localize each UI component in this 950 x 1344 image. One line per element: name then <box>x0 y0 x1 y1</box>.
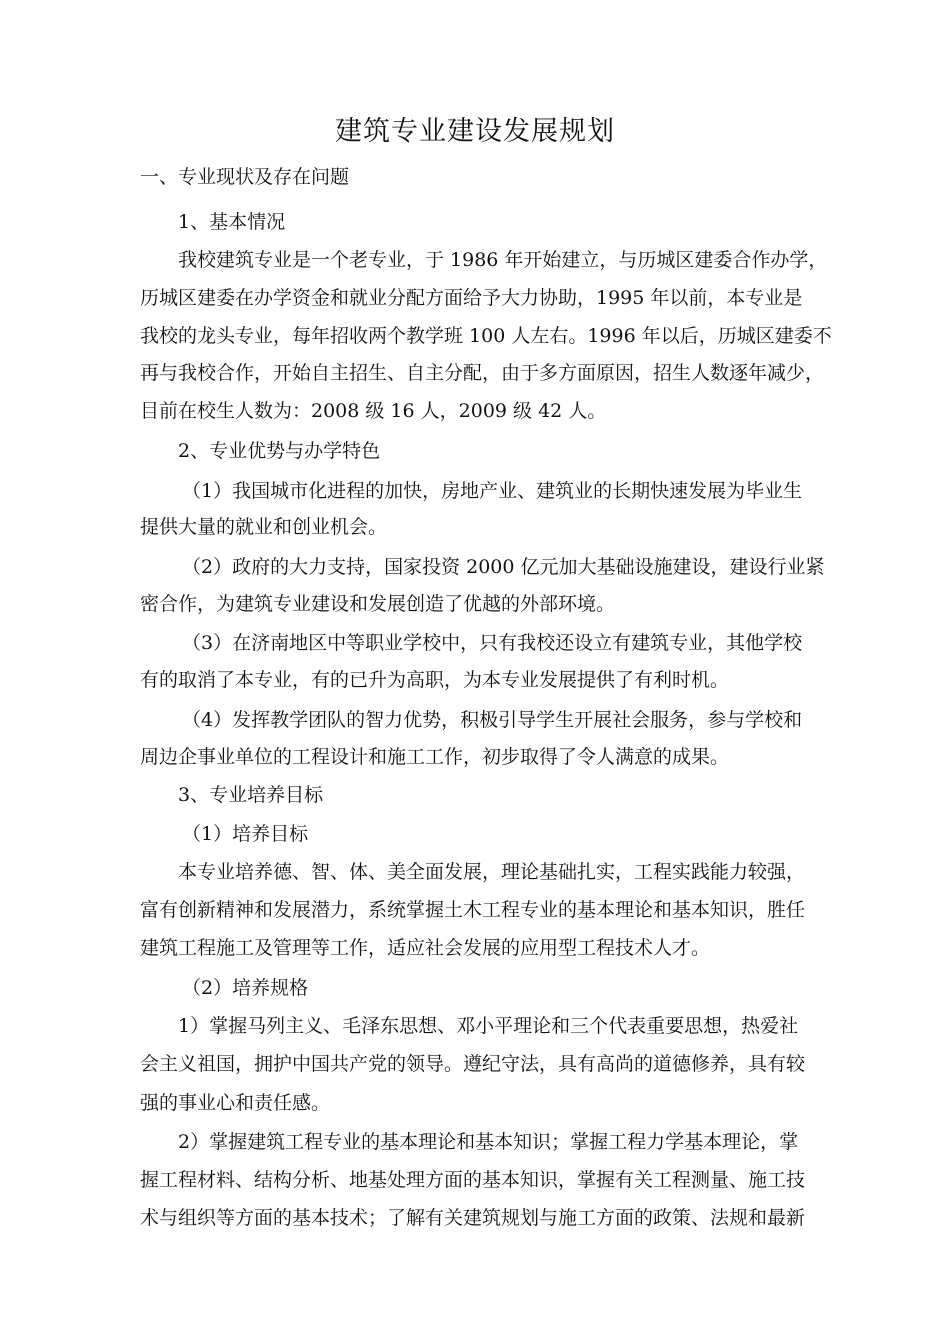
paragraph-line: 我校建筑专业是一个老专业，于 1986 年开始建立，与历城区建委合作办学， <box>178 249 828 271</box>
paragraph-line: 建筑工程施工及管理等工作，适应社会发展的应用型工程技术人才。 <box>140 937 711 959</box>
advantage-item-line: 周边企事业单位的工程设计和施工工作，初步取得了令人满意的成果。 <box>140 746 730 768</box>
subsection-heading-goals: 3、专业培养目标 <box>178 784 324 806</box>
spec-item-line: 会主义祖国，拥护中国共产党的领导。遵纪守法，具有高尚的道德修养，具有较 <box>140 1053 806 1075</box>
spec-item-line: 术与组织等方面的基本技术；了解有关建筑规划与施工方面的政策、法规和最新 <box>140 1207 806 1229</box>
spec-item-line: 2）掌握建筑工程专业的基本理论和基本知识；掌握工程力学基本理论，掌 <box>178 1131 799 1153</box>
page-title: 建筑专业建设发展规划 <box>335 116 615 147</box>
advantage-item-line: （4）发挥教学团队的智力优势，积极引导学生开展社会服务，参与学校和 <box>182 709 803 731</box>
paragraph-line: 历城区建委在办学资金和就业分配方面给予大力协助，1995 年以前，本专业是 <box>140 287 803 309</box>
advantage-item-line: （3）在济南地区中等职业学校中，只有我校还设立有建筑专业，其他学校 <box>182 632 803 654</box>
subsection-heading-basic: 1、基本情况 <box>178 211 286 233</box>
advantage-item-line: 密合作，为建筑专业建设和发展创造了优越的外部环境。 <box>140 593 616 615</box>
section-heading-1: 一、专业现状及存在问题 <box>140 166 350 188</box>
spec-item-line: 强的事业心和责任感。 <box>140 1092 331 1114</box>
paragraph-line: 我校的龙头专业，每年招收两个教学班 100 人左右。1996 年以后，历城区建委不 <box>140 325 832 347</box>
advantage-item-line: （1）我国城市化进程的加快，房地产业、建筑业的长期快速发展为毕业生 <box>182 480 803 502</box>
spec-item-line: 1）掌握马列主义、毛泽东思想、邓小平理论和三个代表重要思想，热爱社 <box>178 1015 799 1037</box>
paragraph-line: 富有创新精神和发展潜力，系统掌握土木工程专业的基本理论和基本知识，胜任 <box>140 899 806 921</box>
paragraph-line: 再与我校合作，开始自主招生、自主分配，由于多方面原因，招生人数逐年减少， <box>140 362 825 384</box>
advantage-item-line: 提供大量的就业和创业机会。 <box>140 516 388 538</box>
advantage-item-line: （2）政府的大力支持，国家投资 2000 亿元加大基础设施建设，建设行业紧 <box>182 556 825 578</box>
spec-heading: （2）培养规格 <box>182 977 309 999</box>
paragraph-line: 本专业培养德、智、体、美全面发展，理论基础扎实，工程实践能力较强， <box>178 861 806 883</box>
advantage-item-line: 有的取消了本专业，有的已升为高职，为本专业发展提供了有利时机。 <box>140 669 730 691</box>
spec-item-line: 握工程材料、结构分析、地基处理方面的基本知识，掌握有关工程测量、施工技 <box>140 1169 806 1191</box>
paragraph-line: 目前在校生人数为：2008 级 16 人，2009 级 42 人。 <box>140 400 607 422</box>
goal-heading: （1）培养目标 <box>182 823 309 845</box>
subsection-heading-advantages: 2、专业优势与办学特色 <box>178 440 381 462</box>
